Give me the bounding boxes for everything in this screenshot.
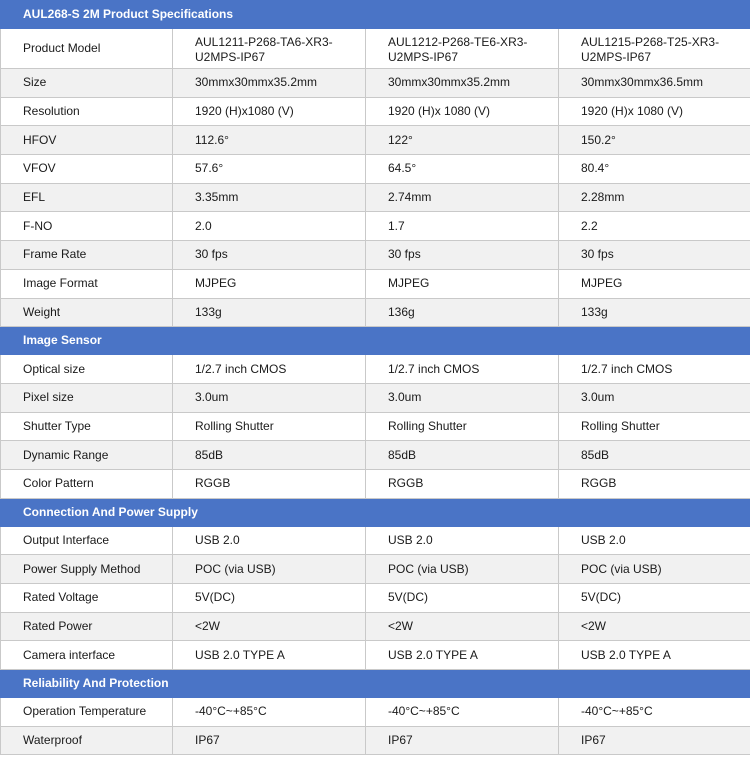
spec-value: 85dB [366,441,559,470]
spec-table-body [1,1,750,755]
spec-value: -40°C~+85°C [559,698,750,727]
spec-value: AUL1215-P268-T25-XR3-U2MPS-IP67 [559,29,750,69]
spec-label: Size [1,69,173,98]
spec-value: 133g [559,298,750,327]
spec-label: Optical size [1,355,173,384]
table-row [1,155,750,184]
spec-value: 2.0 [173,212,366,241]
spec-value: 2.74mm [366,183,559,212]
table-row [1,641,750,670]
table-row [1,555,750,584]
spec-value: MJPEG [366,269,559,298]
table-row [1,412,750,441]
spec-value: 1920 (H)x1080 (V) [173,97,366,126]
spec-value: 30 fps [559,241,750,270]
spec-label: Rated Voltage [1,584,173,613]
spec-value: AUL1211-P268-TA6-XR3-U2MPS-IP67 [173,29,366,69]
spec-label: Image Format [1,269,173,298]
spec-value: -40°C~+85°C [173,698,366,727]
spec-value: 122° [366,126,559,155]
section-title: AUL268-S 2M Product Specifications [1,1,750,29]
table-row [1,241,750,270]
section-header [1,670,750,698]
spec-label: Camera interface [1,641,173,670]
spec-value: 3.0um [173,383,366,412]
spec-label: Output Interface [1,526,173,555]
spec-value: 3.0um [559,383,750,412]
table-row [1,469,750,498]
spec-value: 5V(DC) [559,584,750,613]
spec-value: USB 2.0 TYPE A [173,641,366,670]
spec-value: 3.35mm [173,183,366,212]
spec-value: 3.0um [366,383,559,412]
spec-value: MJPEG [559,269,750,298]
spec-value: 30mmx30mmx36.5mm [559,69,750,98]
spec-value: <2W [366,612,559,641]
spec-value: 30 fps [366,241,559,270]
spec-value: 136g [366,298,559,327]
table-row [1,212,750,241]
spec-value: Rolling Shutter [366,412,559,441]
spec-value: 1.7 [366,212,559,241]
spec-label: VFOV [1,155,173,184]
spec-value: IP67 [366,726,559,755]
spec-label: Rated Power [1,612,173,641]
spec-label: HFOV [1,126,173,155]
spec-label: EFL [1,183,173,212]
spec-value: 5V(DC) [366,584,559,613]
section-title: Reliability And Protection [1,670,750,698]
spec-value: 85dB [173,441,366,470]
table-row [1,726,750,755]
spec-label: Power Supply Method [1,555,173,584]
table-row [1,383,750,412]
spec-value: POC (via USB) [366,555,559,584]
spec-value: 1920 (H)x 1080 (V) [366,97,559,126]
spec-value: 30 fps [173,241,366,270]
spec-label: Weight [1,298,173,327]
spec-value: 112.6° [173,126,366,155]
spec-label: Shutter Type [1,412,173,441]
spec-label: Color Pattern [1,469,173,498]
spec-value: USB 2.0 TYPE A [559,641,750,670]
table-row [1,183,750,212]
spec-value: 64.5° [366,155,559,184]
spec-value: 2.28mm [559,183,750,212]
table-row [1,612,750,641]
spec-label: Resolution [1,97,173,126]
table-row [1,97,750,126]
spec-value: IP67 [559,726,750,755]
spec-value: 150.2° [559,126,750,155]
spec-value: POC (via USB) [173,555,366,584]
table-row [1,269,750,298]
table-row [1,126,750,155]
table-row [1,441,750,470]
spec-value: USB 2.0 [366,526,559,555]
spec-label: Pixel size [1,383,173,412]
table-row [1,355,750,384]
table-row [1,584,750,613]
spec-label: Product Model [1,29,173,69]
spec-value: 1/2.7 inch CMOS [366,355,559,384]
spec-label: Operation Temperature [1,698,173,727]
spec-value: 2.2 [559,212,750,241]
spec-value: 1920 (H)x 1080 (V) [559,97,750,126]
spec-value: RGGB [173,469,366,498]
spec-value: RGGB [366,469,559,498]
table-row [1,298,750,327]
table-row [1,698,750,727]
table-row [1,69,750,98]
table-row [1,526,750,555]
table-row [1,29,750,69]
spec-value: 1/2.7 inch CMOS [559,355,750,384]
spec-label: Waterproof [1,726,173,755]
spec-value: 30mmx30mmx35.2mm [366,69,559,98]
spec-value: USB 2.0 [173,526,366,555]
spec-value: 1/2.7 inch CMOS [173,355,366,384]
spec-value: 5V(DC) [173,584,366,613]
section-title: Image Sensor [1,327,750,355]
spec-value: 30mmx30mmx35.2mm [173,69,366,98]
spec-value: POC (via USB) [559,555,750,584]
spec-value: Rolling Shutter [559,412,750,441]
spec-label: Dynamic Range [1,441,173,470]
spec-value: 133g [173,298,366,327]
spec-value: <2W [559,612,750,641]
section-title: Connection And Power Supply [1,498,750,526]
spec-value: IP67 [173,726,366,755]
spec-value: -40°C~+85°C [366,698,559,727]
section-header [1,1,750,29]
spec-value: USB 2.0 TYPE A [366,641,559,670]
section-header [1,498,750,526]
spec-value: <2W [173,612,366,641]
spec-value: 85dB [559,441,750,470]
section-header [1,327,750,355]
spec-value: USB 2.0 [559,526,750,555]
spec-value: RGGB [559,469,750,498]
spec-label: Frame Rate [1,241,173,270]
spec-label: F-NO [1,212,173,241]
spec-value: MJPEG [173,269,366,298]
spec-value: 80.4° [559,155,750,184]
spec-value: 57.6° [173,155,366,184]
spec-value: AUL1212-P268-TE6-XR3-U2MPS-IP67 [366,29,559,69]
spec-value: Rolling Shutter [173,412,366,441]
